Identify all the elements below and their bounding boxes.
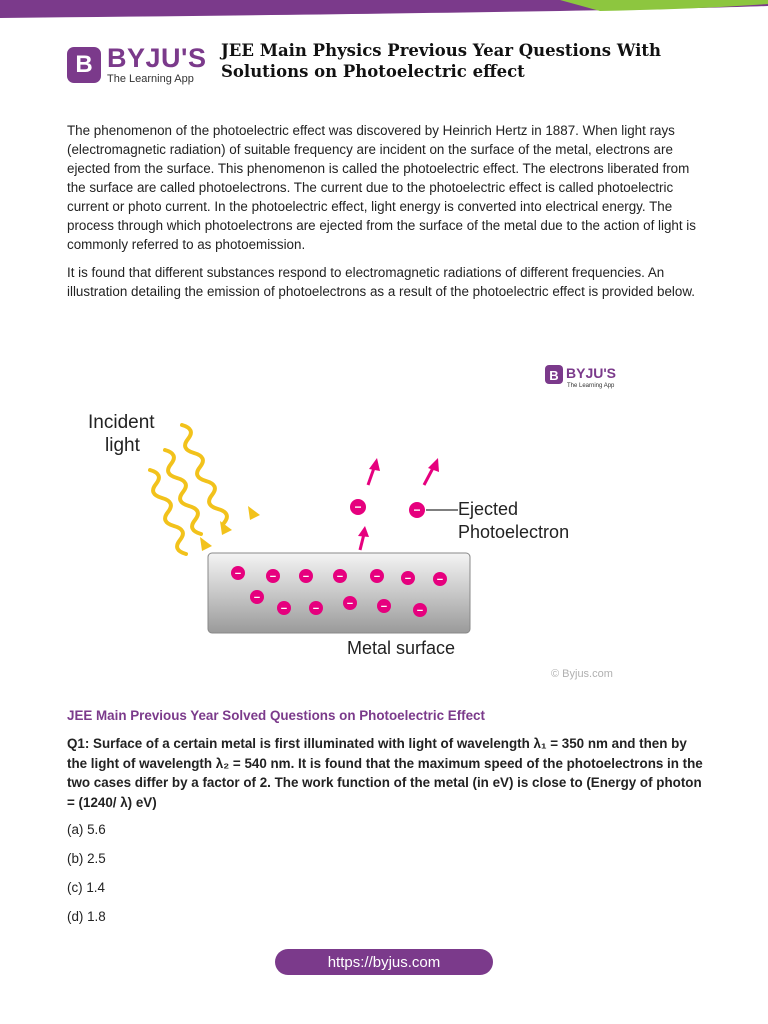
ejected-label: Ejected	[458, 499, 519, 519]
figure-logo-tagline: The Learning App	[567, 383, 615, 389]
photoelectric-effect-figure	[60, 340, 660, 690]
figure-logo	[545, 365, 616, 389]
logo-tagline: The Learning App	[107, 73, 194, 85]
option-d: (d) 1.8	[67, 909, 106, 924]
electron-sign: −	[380, 601, 388, 613]
section-heading: JEE Main Previous Year Solved Questions on Photoelectric Effect	[67, 708, 485, 723]
photoelectron-label: Photoelectron	[458, 522, 570, 542]
logo-name: BYJU'S	[107, 43, 207, 73]
metal-surface	[208, 553, 470, 633]
option-b: (b) 2.5	[67, 851, 106, 866]
ejected-electrons	[350, 458, 458, 550]
figure-logo-name: BYJU'S	[566, 365, 617, 381]
svg-text:B: B	[549, 368, 559, 383]
incident-label: Incident	[88, 412, 155, 433]
electron-sign: −	[312, 603, 320, 615]
electron-sign: −	[404, 573, 412, 585]
electron-sign: −	[253, 592, 261, 604]
option-a: (a) 5.6	[67, 822, 106, 837]
metal-surface-label: Metal surface	[347, 638, 456, 658]
byjus-logo-icon: B	[67, 47, 101, 83]
electron-sign: −	[346, 598, 354, 610]
option-c: (c) 1.4	[67, 880, 105, 895]
footer-url-link[interactable]: https://byjus.com	[275, 949, 493, 975]
electron-sign: −	[416, 605, 424, 617]
electron-sign: −	[269, 571, 277, 583]
electron-sign: −	[354, 500, 362, 514]
intro-paragraph-1: The phenomenon of the photoelectric effect was discovered by Heinrich Hertz in 1887. When light rays (electromagnetic radiation) of suitable frequency are incident on the surface of the metal, electrons are ejected from the surface. This phenomenon is called the photoelectric effect. The electrons liberated from the surface are called photoelectrons. The current due to the photoelectric effect is called photoelectric current or photo current. In the photoelectric effect, light energy is converted into electrical energy. The process through which photoelectrons are ejected from the surface of the metal due to the action of light is commonly referred to as photoemission.	[67, 123, 696, 252]
electron-sign: −	[336, 571, 344, 583]
figure-credit: © Byjus.com	[551, 668, 613, 680]
question-1: Q1: Surface of a certain metal is first illuminated with light of wavelength λ₁ = 350 nm and then by the light of wavelength λ₂ = 540 nm. It is found that the maximum speed of the photoelectrons in the two cases differ by a factor of 2. The work function of the metal (in eV) is close to (Energy of photon = (1240/ λ) eV)	[67, 736, 703, 810]
top-color-band	[0, 0, 768, 20]
electron-sign: −	[234, 568, 242, 580]
electron-sign: −	[436, 574, 444, 586]
incident-light-rays	[150, 425, 260, 554]
electron-sign: −	[302, 571, 310, 583]
electron-sign: −	[413, 503, 421, 517]
electron-sign: −	[373, 571, 381, 583]
intro-paragraph-2: It is found that different substances respond to electromagnetic radiations of different frequencies. An illustration detailing the emission of photoelectrons as a result of the photoelectric effect is provided below.	[67, 265, 695, 299]
electron-sign: −	[280, 603, 288, 615]
byjus-logo[interactable]	[67, 45, 206, 85]
page-title: JEE Main Physics Previous Year Questions With Solutions on Photoelectric effect	[221, 41, 661, 81]
light-label: light	[105, 435, 140, 456]
